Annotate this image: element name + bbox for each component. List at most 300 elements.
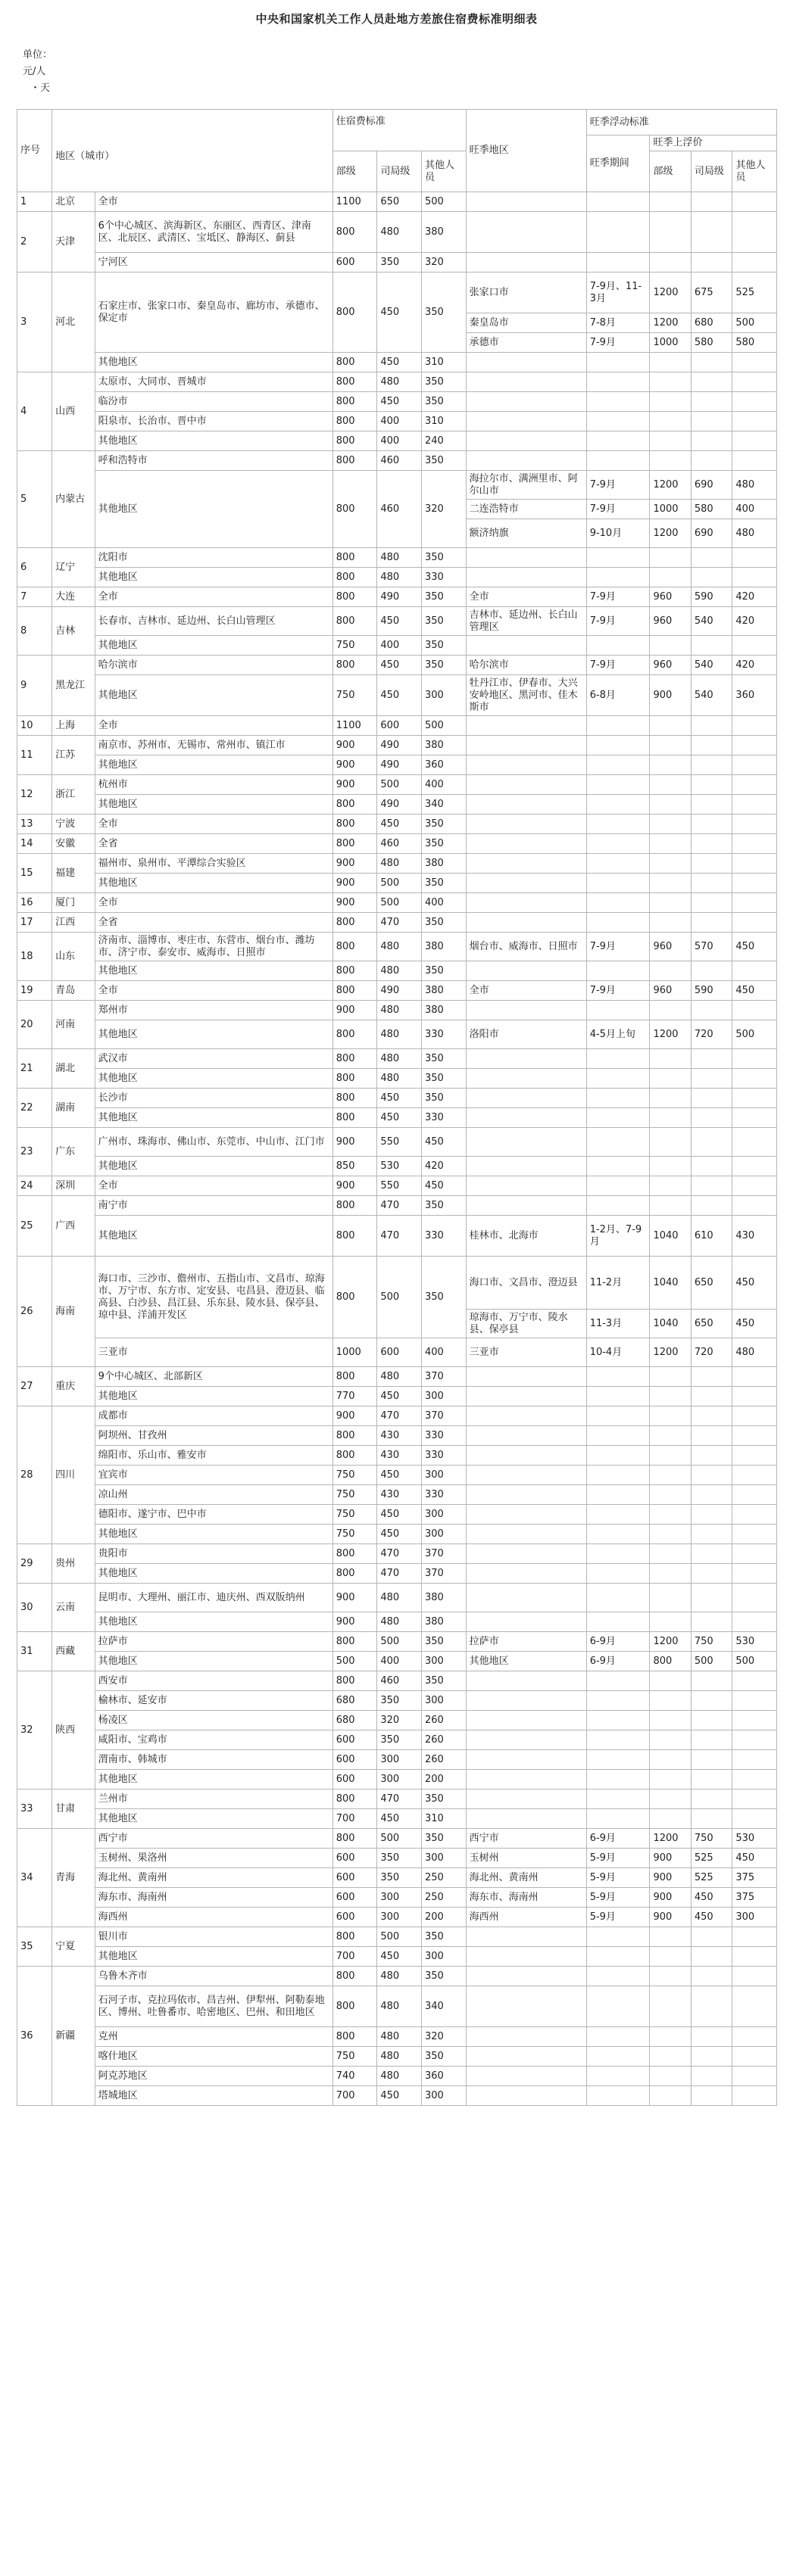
header-region: 地区（城市） xyxy=(52,110,333,192)
row-index: 36 xyxy=(17,1967,52,2106)
dept-rate: 900 xyxy=(332,775,377,795)
peak-dept-rate xyxy=(650,2047,691,2067)
peak-period xyxy=(586,1564,650,1584)
city-name: 阿坝州、甘孜州 xyxy=(95,1426,332,1446)
peak-other-rate: 480 xyxy=(732,1338,777,1367)
peak-region: 拉萨市 xyxy=(466,1632,586,1652)
bureau-rate: 490 xyxy=(377,587,422,607)
peak-bureau-rate xyxy=(691,1770,732,1789)
table-row xyxy=(17,1049,777,1069)
table-row xyxy=(17,1001,777,1020)
other-rate: 330 xyxy=(421,1426,466,1446)
peak-dept-rate xyxy=(650,1789,691,1809)
peak-other-rate xyxy=(732,1730,777,1750)
peak-other-rate xyxy=(732,1750,777,1770)
peak-dept-rate xyxy=(650,1947,691,1967)
peak-region xyxy=(466,1157,586,1176)
other-rate: 350 xyxy=(421,392,466,412)
bureau-rate: 480 xyxy=(377,1967,422,1986)
peak-period: 1-2月、7-9月 xyxy=(586,1216,650,1257)
table-row xyxy=(17,1367,777,1387)
header-dept: 部级 xyxy=(332,151,377,192)
peak-dept-rate xyxy=(650,1750,691,1770)
province-name: 内蒙古 xyxy=(52,451,95,548)
bureau-rate: 600 xyxy=(377,716,422,736)
peak-period xyxy=(586,1485,650,1505)
peak-period: 7-8月 xyxy=(586,313,650,333)
peak-region xyxy=(466,893,586,913)
peak-dept-rate: 900 xyxy=(650,1908,691,1927)
dept-rate: 800 xyxy=(332,587,377,607)
city-name: 其他地区 xyxy=(95,636,332,656)
peak-period xyxy=(586,1789,650,1809)
table-row xyxy=(17,192,777,212)
dept-rate: 800 xyxy=(332,212,377,253)
bureau-rate: 480 xyxy=(377,548,422,568)
peak-dept-rate xyxy=(650,1049,691,1069)
row-index: 16 xyxy=(17,893,52,913)
province-name: 河北 xyxy=(52,273,95,372)
row-index: 15 xyxy=(17,854,52,893)
peak-period xyxy=(586,431,650,451)
peak-region xyxy=(466,2027,586,2047)
bureau-rate: 450 xyxy=(377,1089,422,1108)
peak-period xyxy=(586,1001,650,1020)
table-row xyxy=(17,1196,777,1216)
dept-rate: 600 xyxy=(332,1770,377,1789)
bureau-rate: 500 xyxy=(377,893,422,913)
peak-period xyxy=(586,795,650,815)
peak-other-rate: 450 xyxy=(732,981,777,1001)
other-rate: 380 xyxy=(421,933,466,961)
city-name: 南宁市 xyxy=(95,1196,332,1216)
dept-rate: 900 xyxy=(332,1584,377,1612)
peak-region xyxy=(466,834,586,854)
peak-other-rate xyxy=(732,755,777,775)
city-name: 其他地区 xyxy=(95,675,332,716)
peak-period xyxy=(586,392,650,412)
table-body xyxy=(17,192,777,2106)
dept-rate: 900 xyxy=(332,755,377,775)
peak-other-rate: 500 xyxy=(732,1652,777,1671)
table-row xyxy=(17,1829,777,1849)
peak-dept-rate xyxy=(650,451,691,471)
table-row xyxy=(17,874,777,893)
peak-dept-rate xyxy=(650,1108,691,1128)
bureau-rate: 350 xyxy=(377,1691,422,1711)
city-name: 沈阳市 xyxy=(95,548,332,568)
other-rate: 380 xyxy=(421,854,466,874)
peak-period xyxy=(586,548,650,568)
peak-bureau-rate xyxy=(691,1671,732,1691)
city-name: 宜宾市 xyxy=(95,1466,332,1485)
peak-bureau-rate xyxy=(691,1176,732,1196)
peak-region: 承德市 xyxy=(466,333,586,353)
header-peak-period: 旺季期间 xyxy=(586,135,650,192)
city-name: 贵阳市 xyxy=(95,1544,332,1564)
other-rate: 320 xyxy=(421,2027,466,2047)
peak-other-rate xyxy=(732,1544,777,1564)
peak-period xyxy=(586,1128,650,1157)
peak-other-rate xyxy=(732,1789,777,1809)
peak-period xyxy=(586,1691,650,1711)
table-row xyxy=(17,1612,777,1632)
bureau-rate: 480 xyxy=(377,1001,422,1020)
peak-dept-rate xyxy=(650,1584,691,1612)
peak-bureau-rate xyxy=(691,1406,732,1426)
peak-bureau-rate: 650 xyxy=(691,1257,732,1310)
row-index: 9 xyxy=(17,656,52,716)
peak-period xyxy=(586,353,650,372)
peak-bureau-rate xyxy=(691,1387,732,1406)
city-name: 海口市、三沙市、儋州市、五指山市、文昌市、琼海市、万宁市、东方市、定安县、屯昌县、澄迈县、临高县、白沙县、昌江县、乐东县、陵水县、保亭县、琼中县、洋浦开发区 xyxy=(95,1257,332,1338)
bureau-rate: 500 xyxy=(377,1927,422,1947)
peak-dept-rate xyxy=(650,795,691,815)
table-row xyxy=(17,961,777,981)
peak-region: 额济纳旗 xyxy=(466,519,586,548)
table-row xyxy=(17,412,777,431)
peak-period xyxy=(586,1108,650,1128)
peak-dept-rate xyxy=(650,893,691,913)
peak-bureau-rate xyxy=(691,1927,732,1947)
table-row xyxy=(17,1176,777,1196)
peak-bureau-rate xyxy=(691,1750,732,1770)
other-rate: 310 xyxy=(421,353,466,372)
peak-other-rate: 450 xyxy=(732,1310,777,1338)
bureau-rate: 350 xyxy=(377,253,422,273)
table-row xyxy=(17,981,777,1001)
peak-dept-rate xyxy=(650,1986,691,2027)
table-row xyxy=(17,1525,777,1544)
peak-period: 7-9月 xyxy=(586,607,650,636)
table-row xyxy=(17,795,777,815)
peak-region: 秦皇岛市 xyxy=(466,313,586,333)
table-row xyxy=(17,1947,777,1967)
province-name: 江西 xyxy=(52,913,95,933)
row-index: 27 xyxy=(17,1367,52,1406)
peak-other-rate: 420 xyxy=(732,656,777,675)
peak-dept-rate xyxy=(650,913,691,933)
dept-rate: 800 xyxy=(332,1257,377,1338)
other-rate: 300 xyxy=(421,1387,466,1406)
dept-rate: 800 xyxy=(332,1544,377,1564)
peak-period xyxy=(586,451,650,471)
peak-dept-rate xyxy=(650,431,691,451)
peak-dept-rate xyxy=(650,1157,691,1176)
other-rate: 380 xyxy=(421,981,466,1001)
peak-period xyxy=(586,1711,650,1730)
peak-period xyxy=(586,716,650,736)
other-rate: 380 xyxy=(421,1001,466,1020)
bureau-rate: 350 xyxy=(377,1849,422,1868)
peak-other-rate xyxy=(732,961,777,981)
peak-bureau-rate xyxy=(691,253,732,273)
city-name: 其他地区 xyxy=(95,353,332,372)
peak-period: 6-9月 xyxy=(586,1829,650,1849)
other-rate: 300 xyxy=(421,1466,466,1485)
peak-dept-rate xyxy=(650,1671,691,1691)
city-name: 哈尔滨市 xyxy=(95,656,332,675)
other-rate: 300 xyxy=(421,2086,466,2106)
bureau-rate: 350 xyxy=(377,1868,422,1888)
province-name: 宁波 xyxy=(52,815,95,834)
peak-period xyxy=(586,1750,650,1770)
peak-region xyxy=(466,2067,586,2086)
row-index: 1 xyxy=(17,192,52,212)
dept-rate: 800 xyxy=(332,392,377,412)
city-name: 其他地区 xyxy=(95,1525,332,1544)
peak-period: 7-9月 xyxy=(586,933,650,961)
peak-bureau-rate xyxy=(691,192,732,212)
dept-rate: 900 xyxy=(332,736,377,755)
table-row xyxy=(17,1406,777,1426)
peak-period xyxy=(586,893,650,913)
peak-bureau-rate: 720 xyxy=(691,1338,732,1367)
table-row xyxy=(17,471,777,500)
other-rate: 370 xyxy=(421,1544,466,1564)
peak-period xyxy=(586,1967,650,1986)
dept-rate: 800 xyxy=(332,1789,377,1809)
peak-dept-rate xyxy=(650,1466,691,1485)
peak-bureau-rate xyxy=(691,431,732,451)
table-row xyxy=(17,1338,777,1367)
dept-rate: 800 xyxy=(332,1069,377,1089)
peak-dept-rate xyxy=(650,1001,691,1020)
peak-bureau-rate: 450 xyxy=(691,1888,732,1908)
other-rate: 380 xyxy=(421,1612,466,1632)
peak-dept-rate: 800 xyxy=(650,1652,691,1671)
peak-region xyxy=(466,1671,586,1691)
table-row xyxy=(17,675,777,716)
peak-bureau-rate xyxy=(691,1108,732,1128)
city-name: 乌鲁木齐市 xyxy=(95,1967,332,1986)
peak-region xyxy=(466,1947,586,1967)
peak-dept-rate xyxy=(650,1069,691,1089)
city-name: 喀什地区 xyxy=(95,2047,332,2067)
peak-period xyxy=(586,1157,650,1176)
peak-bureau-rate xyxy=(691,1157,732,1176)
peak-period xyxy=(586,1584,650,1612)
bureau-rate: 480 xyxy=(377,2067,422,2086)
table-row xyxy=(17,1789,777,1809)
peak-period: 9-10月 xyxy=(586,519,650,548)
peak-period xyxy=(586,834,650,854)
peak-period xyxy=(586,412,650,431)
other-rate: 350 xyxy=(421,1967,466,1986)
peak-period: 7-9月 xyxy=(586,500,650,519)
peak-region xyxy=(466,775,586,795)
peak-period: 11-2月 xyxy=(586,1257,650,1310)
bureau-rate: 430 xyxy=(377,1446,422,1466)
bureau-rate: 500 xyxy=(377,1632,422,1652)
peak-other-rate xyxy=(732,893,777,913)
peak-other-rate xyxy=(732,1001,777,1020)
table-row xyxy=(17,1089,777,1108)
city-name: 玉树州、果洛州 xyxy=(95,1849,332,1868)
peak-other-rate xyxy=(732,1485,777,1505)
bureau-rate: 460 xyxy=(377,834,422,854)
dept-rate: 750 xyxy=(332,1466,377,1485)
peak-other-rate xyxy=(732,716,777,736)
province-name: 辽宁 xyxy=(52,548,95,587)
row-index: 31 xyxy=(17,1632,52,1671)
peak-bureau-rate xyxy=(691,1967,732,1986)
other-rate: 300 xyxy=(421,675,466,716)
city-name: 其他地区 xyxy=(95,1157,332,1176)
peak-other-rate: 400 xyxy=(732,500,777,519)
peak-other-rate xyxy=(732,1967,777,1986)
table-row xyxy=(17,1927,777,1947)
peak-bureau-rate xyxy=(691,2086,732,2106)
bureau-rate: 450 xyxy=(377,675,422,716)
row-index: 11 xyxy=(17,736,52,775)
province-name: 吉林 xyxy=(52,607,95,656)
peak-region: 玉树州 xyxy=(466,1849,586,1868)
province-name: 上海 xyxy=(52,716,95,736)
bureau-rate: 460 xyxy=(377,471,422,548)
city-name: 海北州、黄南州 xyxy=(95,1868,332,1888)
peak-bureau-rate xyxy=(691,1446,732,1466)
peak-bureau-rate xyxy=(691,716,732,736)
other-rate: 350 xyxy=(421,636,466,656)
table-row xyxy=(17,1446,777,1466)
dept-rate: 770 xyxy=(332,1387,377,1406)
bureau-rate: 470 xyxy=(377,1406,422,1426)
province-name: 浙江 xyxy=(52,775,95,815)
city-name: 其他地区 xyxy=(95,795,332,815)
province-name: 深圳 xyxy=(52,1176,95,1196)
peak-dept-rate xyxy=(650,353,691,372)
peak-region: 洛阳市 xyxy=(466,1020,586,1049)
peak-other-rate: 530 xyxy=(732,1829,777,1849)
peak-bureau-rate: 690 xyxy=(691,519,732,548)
dept-rate: 750 xyxy=(332,1485,377,1505)
dept-rate: 900 xyxy=(332,1128,377,1157)
peak-region xyxy=(466,1406,586,1426)
province-name: 安徽 xyxy=(52,834,95,854)
other-rate: 200 xyxy=(421,1770,466,1789)
peak-bureau-rate xyxy=(691,1544,732,1564)
table-row xyxy=(17,1849,777,1868)
peak-region xyxy=(466,451,586,471)
peak-region xyxy=(466,736,586,755)
row-index: 23 xyxy=(17,1128,52,1176)
row-index: 2 xyxy=(17,212,52,273)
peak-region: 全市 xyxy=(466,981,586,1001)
table-row xyxy=(17,1485,777,1505)
city-name: 全市 xyxy=(95,716,332,736)
peak-dept-rate xyxy=(650,1711,691,1730)
province-name: 黑龙江 xyxy=(52,656,95,716)
table-row xyxy=(17,1216,777,1257)
peak-dept-rate xyxy=(650,1426,691,1446)
peak-region xyxy=(466,1750,586,1770)
peak-dept-rate xyxy=(650,372,691,392)
peak-other-rate xyxy=(732,1446,777,1466)
city-name: 其他地区 xyxy=(95,1020,332,1049)
peak-dept-rate xyxy=(650,775,691,795)
dept-rate: 800 xyxy=(332,568,377,587)
city-name: 银川市 xyxy=(95,1927,332,1947)
bureau-rate: 600 xyxy=(377,1338,422,1367)
table-row xyxy=(17,834,777,854)
peak-bureau-rate: 590 xyxy=(691,587,732,607)
peak-bureau-rate xyxy=(691,834,732,854)
peak-bureau-rate: 580 xyxy=(691,500,732,519)
peak-other-rate: 480 xyxy=(732,471,777,500)
city-name: 石河子市、克拉玛依市、昌吉州、伊犁州、阿勒泰地区、博州、吐鲁番市、哈密地区、巴州、和田地区 xyxy=(95,1986,332,2027)
peak-region xyxy=(466,1176,586,1196)
table-row xyxy=(17,1157,777,1176)
dept-rate: 800 xyxy=(332,795,377,815)
peak-region xyxy=(466,1691,586,1711)
table-row xyxy=(17,1750,777,1770)
peak-period: 7-9月 xyxy=(586,981,650,1001)
peak-dept-rate xyxy=(650,1485,691,1505)
peak-bureau-rate xyxy=(691,1691,732,1711)
city-name: 济南市、淄博市、枣庄市、东营市、烟台市、潍坊市、济宁市、泰安市、威海市、日照市 xyxy=(95,933,332,961)
dept-rate: 700 xyxy=(332,1947,377,1967)
peak-dept-rate xyxy=(650,1564,691,1584)
peak-period xyxy=(586,1367,650,1387)
peak-period xyxy=(586,874,650,893)
row-index: 20 xyxy=(17,1001,52,1049)
dept-rate: 600 xyxy=(332,1888,377,1908)
table-row xyxy=(17,893,777,913)
peak-region xyxy=(466,353,586,372)
table-row xyxy=(17,2027,777,2047)
bureau-rate: 450 xyxy=(377,1466,422,1485)
dept-rate: 800 xyxy=(332,834,377,854)
peak-other-rate xyxy=(732,1671,777,1691)
peak-period: 4-5月上旬 xyxy=(586,1020,650,1049)
peak-bureau-rate: 750 xyxy=(691,1829,732,1849)
table-row xyxy=(17,548,777,568)
province-name: 湖南 xyxy=(52,1089,95,1128)
peak-dept-rate: 1200 xyxy=(650,1338,691,1367)
peak-bureau-rate xyxy=(691,1196,732,1216)
city-name: 其他地区 xyxy=(95,1387,332,1406)
dept-rate: 900 xyxy=(332,1406,377,1426)
peak-dept-rate xyxy=(650,1505,691,1525)
peak-other-rate xyxy=(732,1612,777,1632)
other-rate: 350 xyxy=(421,587,466,607)
peak-other-rate xyxy=(732,1505,777,1525)
peak-period: 5-9月 xyxy=(586,1868,650,1888)
peak-period xyxy=(586,372,650,392)
bureau-rate: 480 xyxy=(377,2027,422,2047)
table-row xyxy=(17,736,777,755)
peak-region xyxy=(466,1564,586,1584)
city-name: 塔城地区 xyxy=(95,2086,332,2106)
peak-other-rate xyxy=(732,913,777,933)
other-rate: 330 xyxy=(421,1485,466,1505)
peak-dept-rate xyxy=(650,1128,691,1157)
table-row xyxy=(17,607,777,636)
table-row xyxy=(17,1967,777,1986)
peak-bureau-rate xyxy=(691,636,732,656)
peak-region: 张家口市 xyxy=(466,273,586,313)
table-row xyxy=(17,1691,777,1711)
peak-bureau-rate: 590 xyxy=(691,981,732,1001)
table-row xyxy=(17,253,777,273)
peak-dept-rate xyxy=(650,412,691,431)
peak-other-rate: 430 xyxy=(732,1216,777,1257)
row-index: 30 xyxy=(17,1584,52,1632)
peak-other-rate xyxy=(732,253,777,273)
city-name: 杨凌区 xyxy=(95,1711,332,1730)
dept-rate: 800 xyxy=(332,548,377,568)
